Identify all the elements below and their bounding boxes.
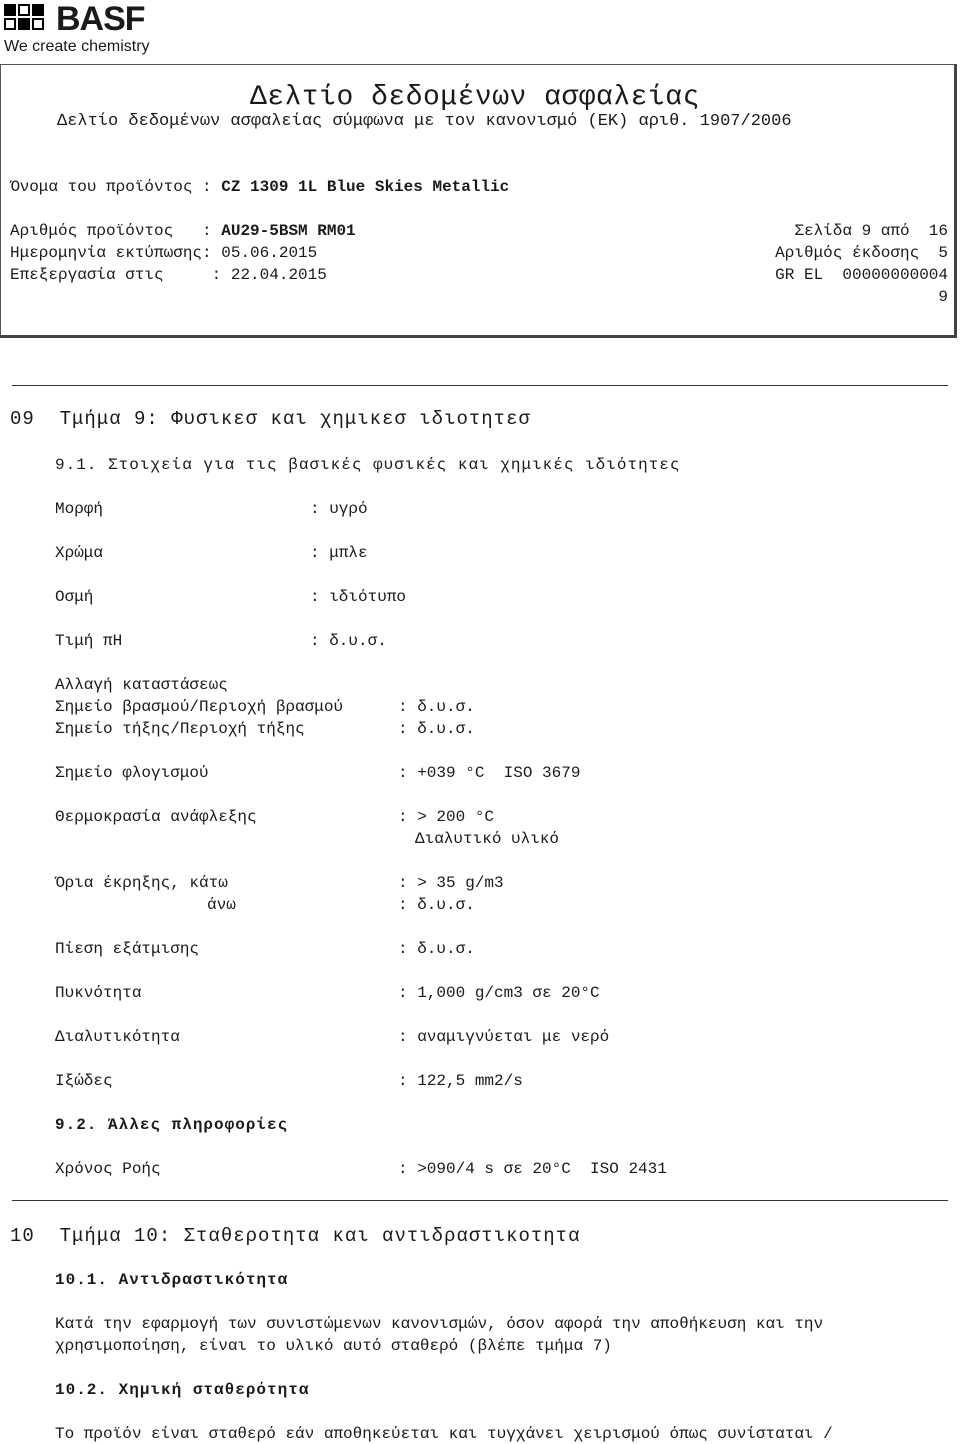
version-info: Αριθμός έκδοσης 5: [775, 244, 948, 262]
prop-label: Οσμή: [55, 588, 94, 606]
melting-value: : δ.υ.σ.: [398, 720, 475, 738]
explosion-lower-value: : > 35 g/m3: [398, 874, 504, 892]
vapour-pressure-value: : δ.υ.σ.: [398, 940, 475, 958]
basf-logo: [4, 0, 164, 40]
viscosity-label: Ιξώδες: [55, 1072, 113, 1090]
logo-square: [18, 18, 30, 30]
flow-time-value: : >090/4 s σε 20°C ISO 2431: [398, 1160, 667, 1178]
reactivity-text-line: Κατά την εφαρμογή των συνιστώμενων κανονισμών, όσον αφορά την αποθήκευση και την: [55, 1315, 824, 1333]
explosion-upper-label: άνω: [207, 896, 236, 914]
print-date-row: [10, 244, 317, 262]
density-value: : 1,000 g/cm3 σε 20°C: [398, 984, 600, 1002]
viscosity-value: : 122,5 mm2/s: [398, 1072, 523, 1090]
flash-point-label: Σημείο φλογισμού: [55, 764, 209, 782]
section-10-2-heading: 10.2. Χημική σταθερότητα: [55, 1381, 310, 1399]
melting-label: Σημείο τήξης/Περιοχή τήξης: [55, 720, 305, 738]
revision-label: Επεξεργασία στις :: [10, 266, 231, 284]
density-label: Πυκνότητα: [55, 984, 142, 1002]
logo-square: [18, 4, 30, 16]
section-10-heading: 10 Τμήμα 10: Σταθεροτητα και αντιδραστικοτητα: [10, 1225, 581, 1247]
ignition-label: Θερμοκρασία ανάφλεξης: [55, 808, 257, 826]
print-date-label: Ημερομηνία εκτύπωσης:: [10, 244, 222, 262]
document-title: Δελτίο δεδομένων ασφαλείας: [250, 82, 700, 113]
page-info: Σελίδα 9 από 16: [794, 222, 948, 240]
solubility-label: Διαλυτικότητα: [55, 1028, 180, 1046]
product-number-label: Αριθμός προϊόντος :: [10, 222, 222, 240]
prop-value: : ιδιότυπο: [310, 588, 407, 606]
logo-square: [4, 18, 16, 30]
product-number: AU29-5BSM RM01: [221, 222, 356, 240]
product-name: CZ 1309 1L Blue Skies Metallic: [221, 178, 510, 196]
revision-date: 22.04.2015: [230, 266, 327, 284]
explosion-upper-value: : δ.υ.σ.: [398, 896, 475, 914]
flow-time-label: Χρόνος Ροής: [55, 1160, 161, 1178]
divider: [12, 1200, 948, 1201]
product-name-label: Όνομα του προϊόντος :: [10, 178, 222, 196]
section-9-heading: 09 Τμήμα 9: Φυσικεσ και χημικεσ ιδιοτητεσ: [10, 408, 531, 430]
ignition-value: : > 200 °C: [398, 808, 495, 826]
boiling-value: : δ.υ.σ.: [398, 698, 475, 716]
solubility-value: : αναμιγνύεται με νερό: [398, 1028, 610, 1046]
logo-square: [32, 18, 44, 30]
logo-square: [4, 4, 16, 16]
prop-label: Τιμή πΗ: [55, 632, 123, 650]
ignition-note: Διαλυτικό υλικό: [415, 830, 560, 848]
prop-value: : υγρό: [310, 500, 368, 518]
product-number-row: [10, 222, 356, 240]
document-code: GR EL 00000000004: [775, 266, 948, 284]
brand-name: BASF: [56, 0, 145, 38]
brand-tagline: We create chemistry: [4, 38, 150, 55]
reactivity-text-line: χρησιμοποίηση, είναι το υλικό αυτό σταθερό (βλέπε τμήμα 7): [55, 1337, 612, 1355]
section-9-2-heading: 9.2. Άλλες πληροφορίες: [55, 1116, 289, 1134]
boiling-label: Σημείο βρασμού/Περιοχή βρασμού: [55, 698, 344, 716]
state-change-label: Αλλαγή καταστάσεως: [55, 676, 228, 694]
section-9-1-heading: 9.1. Στοιχεία για τις βασικές φυσικές και χημικές ιδιότητες: [55, 456, 681, 474]
revision-row: [10, 266, 327, 284]
product-name-row: [10, 178, 509, 196]
section-10-1-heading: 10.1. Αντιδραστικότητα: [55, 1271, 289, 1289]
stability-text-line: Το προϊόν είναι σταθερό εάν αποθηκεύεται και τυγχάνει χειρισμού όπως συνίσταται /: [55, 1425, 833, 1443]
prop-label: Μορφή: [55, 500, 104, 518]
divider: [12, 385, 948, 386]
prop-value: : δ.υ.σ.: [310, 632, 387, 650]
flash-point-value: : +039 °C ISO 3679: [398, 764, 581, 782]
document-code-continuation: 9: [938, 288, 948, 306]
explosion-label: Όρια έκρηξης, κάτω: [55, 874, 228, 892]
prop-value: : μπλε: [310, 544, 368, 562]
print-date: 05.06.2015: [221, 244, 318, 262]
vapour-pressure-label: Πίεση εξάτμισης: [55, 940, 200, 958]
logo-square: [32, 4, 44, 16]
document-subtitle: Δελτίο δεδομένων ασφαλείας σύμφωνα με τον κανονισμό (ΕΚ) αριθ. 1907/2006: [57, 112, 792, 131]
prop-label: Χρώμα: [55, 544, 104, 562]
